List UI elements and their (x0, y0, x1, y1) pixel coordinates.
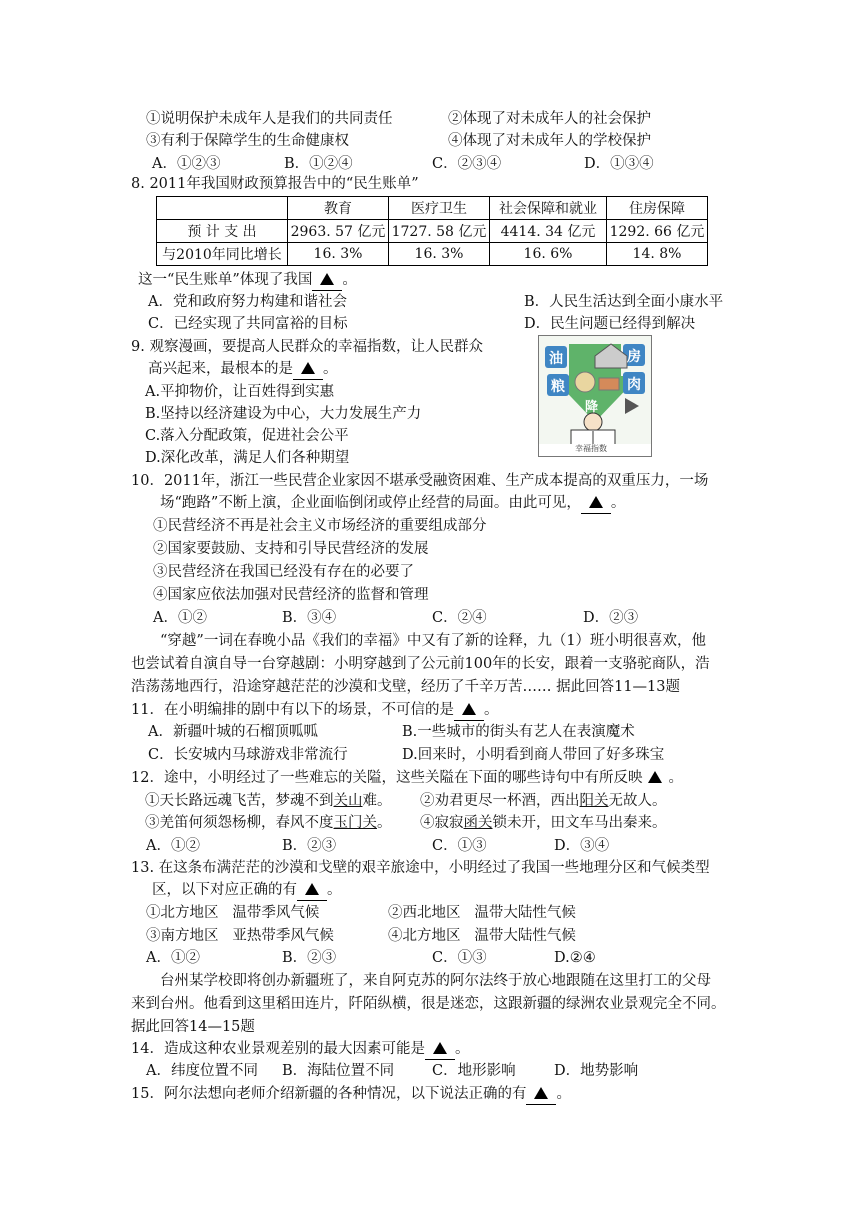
answer-blank (425, 1039, 455, 1060)
q13-option-d: D.②④ (554, 950, 596, 966)
q13-stem-line1: 13. 在这条布满茫茫的沙漠和戈壁的艰辛旅途中，小明经过了我国一些地理分区和气候类型 (131, 860, 710, 876)
triangle-icon (648, 771, 662, 783)
q10-option-a: A．①② (153, 610, 207, 626)
q14-option-d: D．地势影响 (554, 1063, 639, 1079)
table-cell: 住房保障 (607, 197, 708, 220)
q9-option-d: D.深化改革，满足人们各种期望 (145, 450, 350, 466)
q14-option-c: C．地形影响 (432, 1063, 516, 1079)
q13-statement-1: ①北方地区 温带季风气候 (146, 905, 320, 921)
q13-statement-2: ②西北地区 温带大陆性气候 (388, 905, 576, 921)
answer-blank (581, 493, 611, 514)
passage-2-line1: 台州某学校即将创办新疆班了，来自阿克苏的阿尔法终于放心地跟随在这里打工的父母 (160, 973, 711, 989)
table-cell (157, 197, 288, 220)
triangle-icon (534, 1087, 548, 1099)
comic-word-oil: 油 (549, 351, 563, 367)
q7-option-c: C．②③④ (432, 156, 502, 172)
q7-statement-2: ②体现了对未成年人的社会保护 (448, 111, 651, 127)
q13-stem-line2: 区，以下对应正确的有 。 (152, 880, 342, 901)
answer-blank (454, 700, 484, 721)
triangle-icon (462, 703, 476, 715)
q7-statement-1: ①说明保护未成年人是我们的共同责任 (146, 111, 393, 127)
q14-option-b: B．海陆位置不同 (282, 1063, 395, 1079)
passage-1-line2: 也尝试着自演自导一台穿越剧：小明穿越到了公元前100年的长安，跟着一支骆驼商队，浩 (131, 656, 710, 672)
q14-option-a: A．纬度位置不同 (146, 1063, 258, 1079)
comic-word-down: 降 (585, 400, 599, 415)
answer-blank (526, 1084, 556, 1105)
q12-option-c: C．①③ (432, 838, 487, 854)
q9-option-b: B.坚持以经济建设为中心，大力发展生产力 (145, 406, 422, 422)
q9-stem-line1: 9. 观察漫画，要提高人民群众的幸福指数，让人民群众 (131, 339, 483, 355)
answer-blank (297, 880, 327, 901)
happiness-index-cartoon (538, 335, 652, 457)
q10-option-d: D．②③ (583, 610, 639, 626)
triangle-icon (301, 362, 315, 374)
q8-table (156, 196, 708, 266)
q8-stem: 这一“民生账单”体现了我国 。 (138, 270, 357, 291)
q13-option-b: B．②③ (282, 950, 337, 966)
q9-stem-line2: 高兴起来，最根本的是 。 (148, 359, 338, 380)
q12-stem: 12．途中，小明经过了一些难忘的关隘，这些关隘在下面的哪些诗句中有所反映 。 (131, 770, 683, 786)
q12-option-a: A．①② (146, 838, 200, 854)
table-header-row (157, 197, 708, 220)
q11-option-a: A．新疆叶城的石榴顶呱呱 (148, 724, 318, 740)
q13-option-a: A．①② (146, 950, 200, 966)
table-cell: 16. 3% (288, 243, 389, 266)
q10-statement-2: ②国家要鼓励、支持和引导民营经济的发展 (153, 541, 429, 557)
q12-option-b: B．②③ (282, 838, 337, 854)
q7-option-d: D．①③④ (584, 156, 654, 172)
table-cell: 16. 3% (389, 243, 490, 266)
q11-option-b: B.一些城市的街头有艺人在表演魔术 (402, 724, 635, 740)
triangle-icon (320, 273, 334, 285)
table-cell: 16. 6% (490, 243, 607, 266)
passage-1-line1: “穿越”一词在春晚小品《我们的幸福》中又有了新的诠释，九（1）班小明很喜欢，他 (160, 633, 707, 649)
passage-2-line3: 据此回答14—15题 (131, 1019, 255, 1035)
q8-option-c: C．已经实现了共同富裕的目标 (148, 316, 348, 332)
q8-option-a: A．党和政府努力构建和谐社会 (148, 294, 347, 310)
passage-2-line2: 来到台州。他看到这里稻田连片，阡陌纵横，很是迷恋，这跟新疆的绿洲农业景观完全不同。 (131, 996, 726, 1012)
table-cell: 预 计 支 出 (157, 220, 288, 243)
q10-statement-4: ④国家应依法加强对民营经济的监督和管理 (153, 587, 429, 603)
comic-caption: 幸福指数 (575, 444, 607, 453)
q12-poem-4: ④寂寂函关锁未开，田文车马出秦来。 (420, 815, 667, 831)
q7-option-a: A．①②③ (152, 156, 221, 172)
q12-poem-2: ②劝君更尽一杯酒，西出阳关无故人。 (420, 793, 667, 809)
table-cell: 教育 (288, 197, 389, 220)
table-cell: 14. 8% (607, 243, 708, 266)
table-cell: 与2010年同比增长 (157, 243, 288, 266)
table-cell: 社会保障和就业 (490, 197, 607, 220)
q10-stem-line2: 场“跑路”不断上演，企业面临倒闭或停止经营的局面。由此可见， 。 (160, 493, 625, 514)
q12-option-d: D．③④ (554, 838, 610, 854)
q10-statement-3: ③民营经济在我国已经没有存在的必要了 (153, 564, 414, 580)
triangle-icon (305, 883, 319, 895)
table-row (157, 243, 708, 266)
q9-option-a: A.平抑物价，让百姓得到实惠 (145, 384, 335, 400)
table-cell: 4414. 34 亿元 (490, 220, 607, 243)
q10-stem-line1: 10．2011年，浙江一些民营企业家因不堪承受融资困难、生产成本提高的双重压力，一场 (131, 473, 709, 489)
q9-option-c: C.落入分配政策，促进社会公平 (145, 428, 349, 444)
q13-statement-3: ③南方地区 亚热带季风气候 (146, 928, 334, 944)
table-row (157, 220, 708, 243)
q10-option-b: B．③④ (282, 610, 337, 626)
q14-stem: 14．造成这种农业景观差别的最大因素可能是 。 (131, 1039, 469, 1060)
table-cell: 2963. 57 亿元 (288, 220, 389, 243)
q11-stem: 11．在小明编排的剧中有以下的场景，不可信的是 。 (131, 700, 498, 721)
answer-blank (312, 270, 342, 291)
q8-option-b: B．人民生活达到全面小康水平 (524, 294, 724, 310)
q7-statement-4: ④体现了对未成年人的学校保护 (448, 133, 651, 149)
q15-stem: 15．阿尔法想向老师介绍新疆的各种情况，以下说法正确的有 。 (131, 1084, 571, 1105)
triangle-icon (589, 496, 603, 508)
answer-blank (293, 359, 323, 380)
q12-poem-1: ①天长路远魂飞苦，梦魂不到关山难。 (145, 793, 392, 809)
q12-poem-3: ③羌笛何须怨杨柳，春风不度玉门关。 (145, 815, 392, 831)
q8-option-d: D．民生问题已经得到解决 (524, 316, 696, 332)
q11-option-c: C．长安城内马球游戏非常流行 (148, 747, 348, 763)
table-cell: 1727. 58 亿元 (389, 220, 490, 243)
comic-word-grain: 粮 (551, 379, 565, 395)
table-cell: 1292. 66 亿元 (607, 220, 708, 243)
comic-word-house: 房 (627, 349, 641, 365)
q7-option-b: B．①②④ (284, 156, 353, 172)
q10-statement-1: ①民营经济不再是社会主义市场经济的重要组成部分 (153, 518, 487, 534)
comic-word-meat: 肉 (627, 377, 641, 393)
table-cell: 医疗卫生 (389, 197, 490, 220)
passage-1-line3: 浩荡荡地西行，沿途穿越茫茫的沙漠和戈壁，经历了千辛万苦…… 据此回答11—13题 (131, 679, 681, 695)
q10-option-c: C．②④ (432, 610, 487, 626)
q8-title: 8. 2011年我国财政预算报告中的“民生账单” (131, 176, 419, 192)
q7-statement-3: ③有利于保障学生的生命健康权 (146, 133, 349, 149)
q13-statement-4: ④北方地区 温带大陆性气候 (388, 928, 576, 944)
triangle-icon (433, 1042, 447, 1054)
q11-option-d: D.回来时，小明看到商人带回了好多珠宝 (402, 747, 665, 763)
q13-option-c: C．①③ (432, 950, 487, 966)
